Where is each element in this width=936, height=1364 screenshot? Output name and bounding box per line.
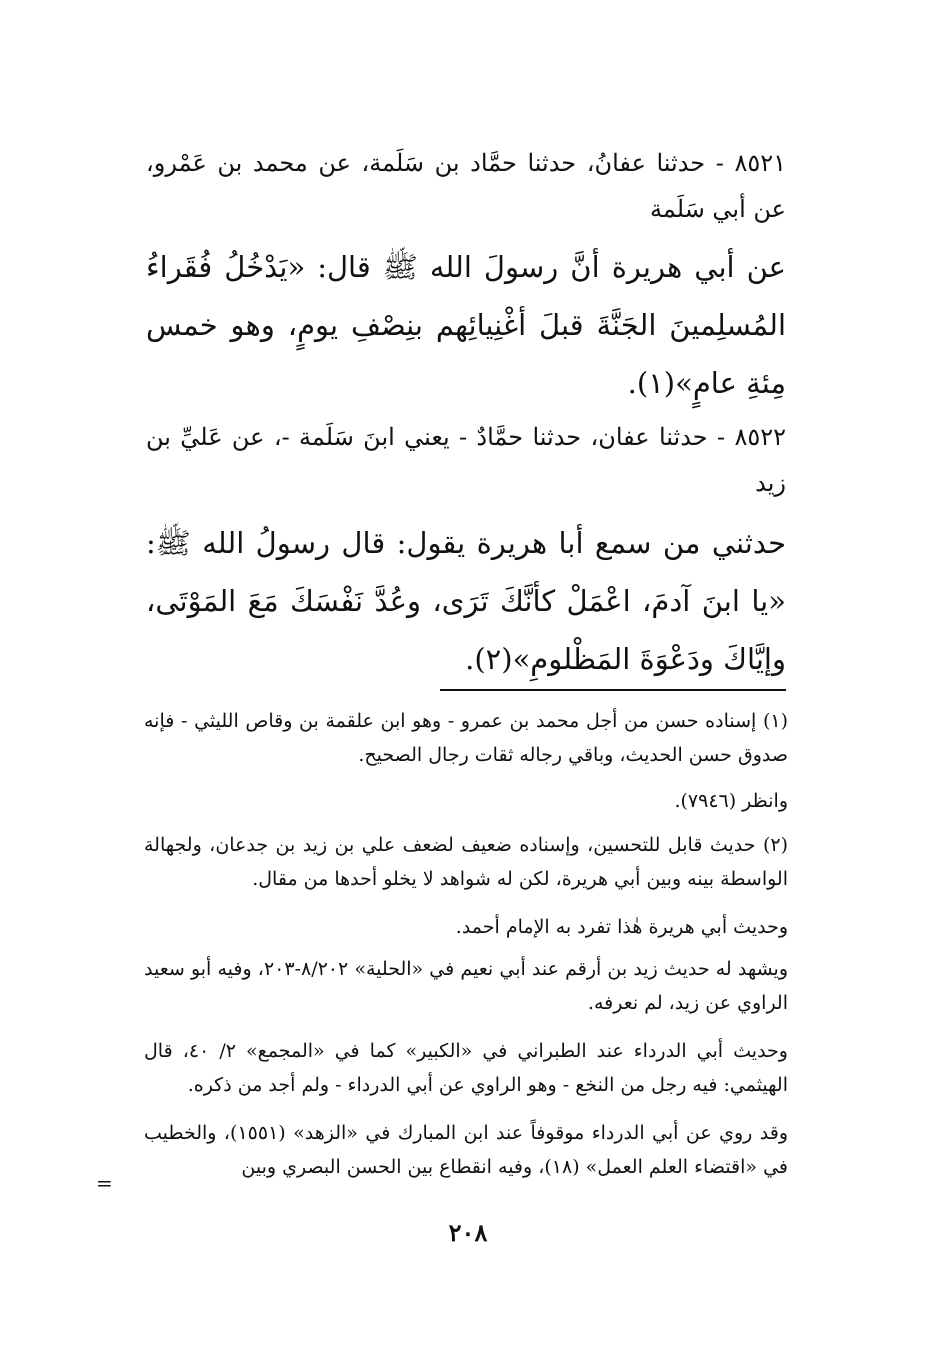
hadith-8521-isnad: ٨٥٢١ - حدثنا عفانُ، حدثنا حمَّاد بن سَلَمة، عن محمد بن عَمْرو، عن أبي سَلَمة [146,149,787,223]
footnote-1-see-also: وانظر (٧٩٤٦). [674,790,788,812]
page-number: ٢٠٨ [448,1218,488,1247]
footnote-2-mawquf: وقد روي عن أبي الدرداء موقوفاً عند ابن المبارك في «الزهد» (١٥٥١)، والخطيب في «اقتضاء العلم العمل» (١٨)، وفيه انقطاع بين الحسن البصري وبين [144,1122,788,1178]
footnote-2-note-ahmad: وحديث أبي هريرة هٰذا تفرد به الإمام أحمد. [455,916,788,938]
continuation-mark: = [96,1171,113,1195]
hadith-8522-matn: حدثني من سمع أبا هريرة يقول: قال رسولُ الله ﷺ: «يا ابنَ آدمَ، اعْمَلْ كأنَّكَ تَرَى، وعُدَّ نَفْسَكَ مَعَ المَوْتَى، وإيَّاكَ ودَعْوَةَ المَظْلومِ»(٢). [146,526,786,676]
footnote-2: (٢) حديث قابل للتحسين، وإسناده ضعيف لضعف علي بن زيد بن جدعان، ولجهالة الواسطة بينه وبين أبي هريرة، لكن له شواهد لا يخلو أحدها من مقال. [144,834,788,890]
hadith-8521-matn: عن أبي هريرة أنَّ رسولَ الله ﷺ قال: «يَدْخُلُ فُقَراءُ المُسلِمينَ الجَنَّةَ قبلَ أغْنِيائِهم بنِصْفِ يومٍ، وهو خمس مِئةِ عامٍ»(١). [146,250,786,400]
footnote-2-abu-darda: وحديث أبي الدرداء عند الطبراني في «الكبير» كما في «المجمع» ٢/ ٤٠، قال الهيثمي: فيه رجل من النخع - وهو الراوي عن أبي الدرداء - ولم أجد من ذكره. [144,1040,788,1096]
footnote-2-zayd-ibn-arqam: ويشهد له حديث زيد بن أرقم عند أبي نعيم في «الحلية» ٨/٢٠٢-٢٠٣، وفيه أبو سعيد الراوي عن زيد، لم نعرفه. [144,958,788,1014]
footnote-separator [440,689,786,691]
footnote-1: (١) إسناده حسن من أجل محمد بن عمرو - وهو ابن علقمة بن وقاص الليثي - فإنه صدوق حسن الحديث، وباقي رجاله ثقات رجال الصحيح. [144,710,788,766]
hadith-8522-isnad: ٨٥٢٢ - حدثنا عفان، حدثنا حمَّادٌ - يعني ابنَ سَلَمة -، عن عَليِّ بن زيد [146,423,786,497]
